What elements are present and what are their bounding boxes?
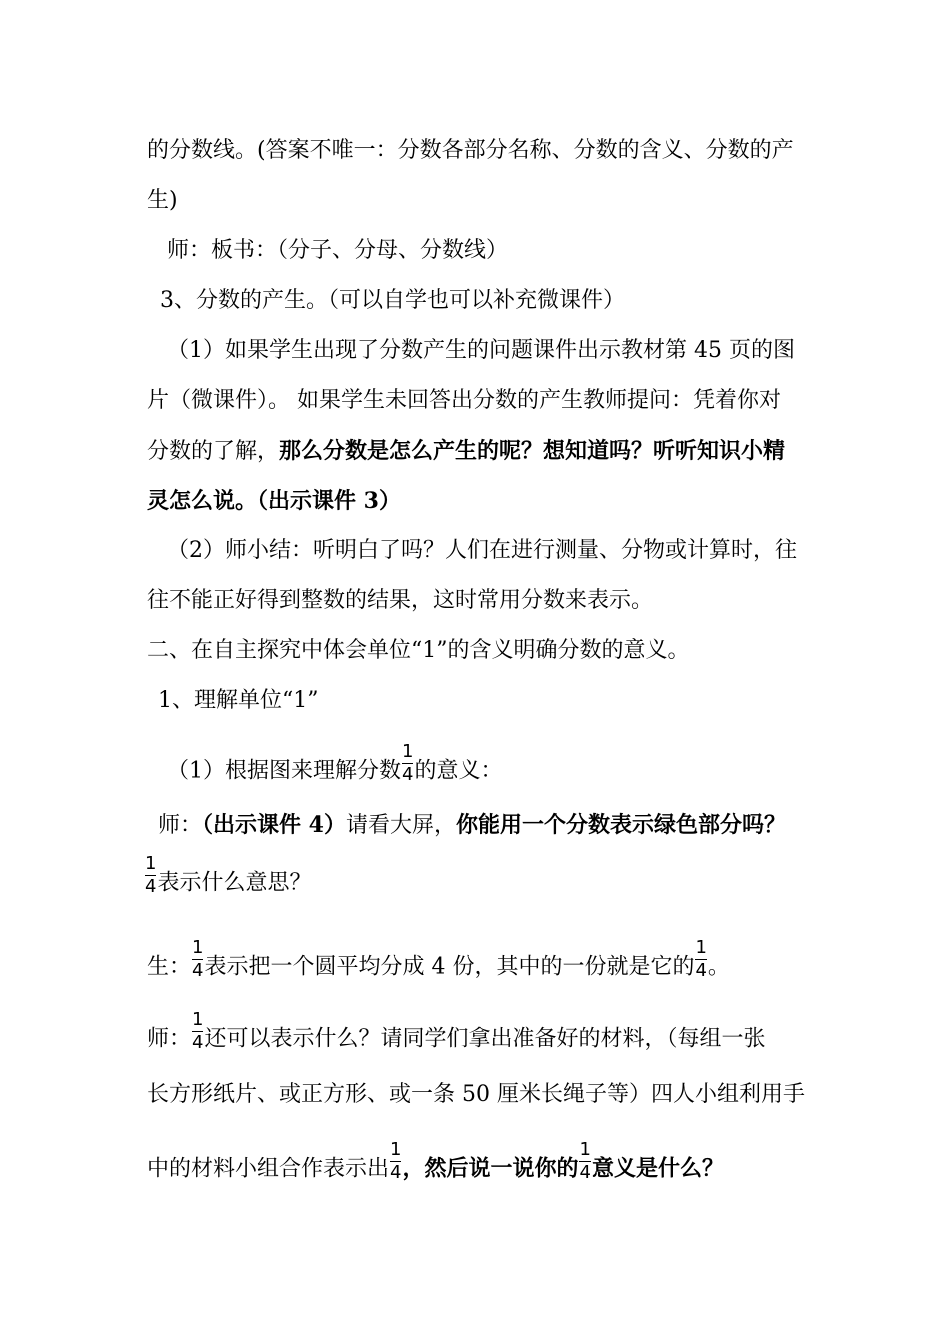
paragraph-line [158, 810, 786, 841]
bold-text-run: 那么分数是怎么产生的呢？想知道吗？听听知识小精 [279, 438, 786, 464]
fraction-denominator: 4 [402, 764, 414, 785]
fraction-denominator: 4 [192, 960, 204, 981]
fraction-numerator: 1 [695, 937, 707, 958]
text-run: 表示把一个圆平均分成 4 份，其中的一份就是它的 [204, 954, 695, 980]
fraction-numerator: 1 [402, 741, 414, 762]
text-run: （1）根据图来理解分数 [167, 758, 401, 784]
paragraph-line [144, 853, 312, 905]
fraction [145, 854, 156, 897]
text-run: 分数的了解， [147, 439, 280, 464]
fraction-denominator: 4 [192, 1032, 204, 1053]
fraction-denominator: 4 [145, 876, 157, 897]
paragraph-line: 片（微课件）。 如果学生未回答出分数的产生教师提问：凭着你对 [147, 388, 781, 413]
fraction-numerator: 1 [192, 1009, 204, 1030]
bold-text-run: （出示课件 4） [202, 812, 346, 838]
bold-paragraph-line: 灵怎么说。（出示课件 3） [147, 488, 401, 514]
fraction-denominator: 4 [579, 1162, 591, 1183]
fraction-numerator: 1 [192, 937, 204, 958]
fraction [695, 938, 706, 981]
text-run: 。 [707, 954, 730, 980]
text-run: 的意义： [414, 758, 503, 784]
fraction [579, 1140, 590, 1183]
fraction [192, 938, 203, 981]
paragraph-line [147, 937, 730, 989]
bold-text-run: 你能用一个分数表示绿色部分吗？ [456, 812, 787, 838]
paragraph-line: 长方形纸片、或正方形、或一条 50 厘米长绳子等）四人小组利用手 [147, 1082, 805, 1107]
text-run: 还可以表示什么？请同学们拿出准备好的材料，（每组一张 [204, 1026, 766, 1052]
fraction-denominator: 4 [695, 960, 707, 981]
paragraph-line [147, 1009, 766, 1061]
paragraph-line [167, 741, 503, 793]
text-run: 生： [147, 954, 192, 980]
fraction-numerator: 1 [579, 1139, 591, 1160]
fraction-numerator: 1 [145, 853, 157, 874]
fraction-denominator: 4 [390, 1162, 402, 1183]
paragraph-line: 的分数线。(答案不唯一：分数各部分名称、分数的含义、分数的产 [147, 138, 794, 163]
bold-text-run: ，然后说一说你的 [402, 1155, 579, 1182]
section-heading: 3、分数的产生。（可以自学也可以补充微课件） [160, 288, 625, 313]
text-run: 中的材料小组合作表示出 [147, 1156, 390, 1182]
fraction [402, 742, 413, 785]
fraction [390, 1140, 401, 1183]
text-run: 师： [147, 1026, 192, 1052]
section-heading: 二、在自主探究中体会单位“1”的含义明确分数的意义。 [147, 638, 690, 663]
paragraph-line [147, 1139, 724, 1191]
fraction [192, 1010, 203, 1053]
paragraph-line [147, 436, 785, 467]
bold-text-run: 意义是什么？ [591, 1155, 724, 1182]
text-run: 师： [158, 813, 203, 838]
paragraph-line: （1）如果学生出现了分数产生的问题课件出示教材第 45 页的图 [167, 338, 795, 363]
text-run: 请看大屏， [345, 813, 456, 838]
paragraph-line: （2）师小结：听明白了吗？人们在进行测量、分物或计算时，往 [167, 538, 797, 563]
subsection-heading: 1、理解单位“1” [158, 688, 319, 713]
text-run: 表示什么意思？ [157, 870, 312, 896]
paragraph-line: 往不能正好得到整数的结果，这时常用分数来表示。 [147, 588, 654, 613]
paragraph-line: 师：板书：（分子、分母、分数线） [167, 238, 509, 263]
fraction-numerator: 1 [390, 1139, 402, 1160]
paragraph-line: 生) [147, 188, 178, 213]
